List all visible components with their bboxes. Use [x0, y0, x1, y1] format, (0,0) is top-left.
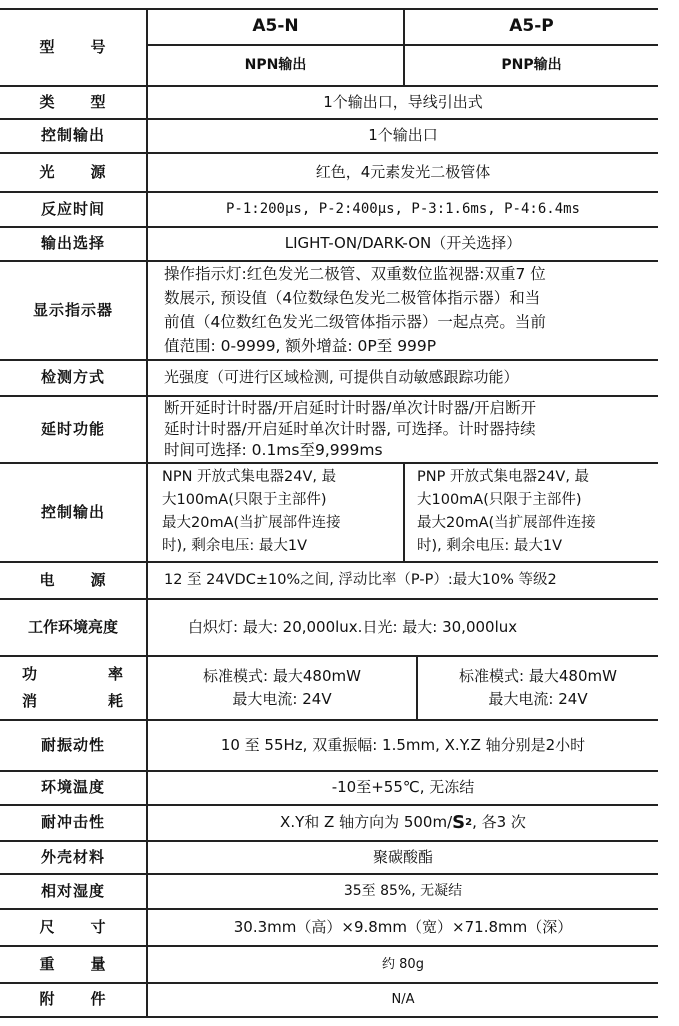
- shock-label: 耐冲击性: [40, 813, 105, 831]
- weight-label: 重 量: [39, 954, 107, 973]
- display-indicator-value: 操作指示灯:红色发光二极管、双重数位监视器:双重7 位 数展示, 预设值（4位数绿色发光二极管体指示器）和当 前值（4位数红色发光二级管体指示器）一起点亮。当前 值范围: 0-9999, 额外增益: 0P至 999P: [164, 265, 546, 355]
- power-value: 12 至 24VDC±10%之间, 浮动比率（P-P）:最大10% 等级2: [164, 571, 557, 588]
- type-value: 1个输出口，导线引出式: [323, 92, 483, 111]
- response-time-value: P-1:200μs, P-2:400μs, P-3:1.6ms, P-4:6.4ms: [225, 200, 580, 217]
- model-col-n: A5-N: [252, 16, 299, 36]
- display-indicator-label: 显示指示器: [32, 300, 113, 319]
- vibration-label: 耐振动性: [40, 735, 105, 754]
- output-npn: NPN输出: [244, 56, 307, 73]
- power-label: 电 源: [39, 570, 107, 589]
- vibration-value: 10 至 55Hz, 双重振幅: 1.5mm, X.Y.Z 轴分别是2小时: [220, 735, 586, 754]
- housing-label: 外壳材料: [40, 847, 105, 866]
- response-time-label: 反应时间: [40, 199, 105, 218]
- power-consumption-label: 功 率 消 耗: [22, 664, 124, 710]
- size-value: 30.3mm（高）×9.8mm（宽）×71.8mm（深）: [233, 917, 573, 936]
- housing-value: 聚碳酸酯: [372, 847, 433, 866]
- accessory-value: N/A: [391, 992, 415, 1007]
- power-consumption-npn: 标准模式: 最大480mW 最大电流: 24V: [203, 666, 361, 708]
- delay-function-label: 延时功能: [40, 419, 105, 438]
- output-select-value: LIGHT-ON/DARK-ON（开关选择）: [284, 234, 522, 252]
- light-source-value: 红色，4元素发光二极管体: [315, 162, 491, 181]
- ambient-light-label: 工作环境亮度: [27, 617, 118, 636]
- size-label: 尺 寸: [39, 917, 107, 936]
- temperature-label: 环境温度: [40, 778, 105, 796]
- shock-value: X.Y和 Z 轴方向为 500m/ S 2 , 各3 次: [280, 812, 526, 833]
- control-output-value: 1个输出口: [368, 126, 438, 144]
- model-label: 型 号: [39, 37, 107, 56]
- control-output-2-label: 控制输出: [40, 502, 105, 521]
- output-pnp: PNP输出: [501, 56, 562, 73]
- type-label: 类 型: [39, 92, 107, 111]
- weight-value: 约 80g: [382, 956, 424, 972]
- humidity-value: 35至 85%, 无凝结: [343, 882, 463, 899]
- control-output-label: 控制输出: [40, 126, 105, 144]
- temperature-value: -10至+55℃, 无冻结: [331, 778, 475, 796]
- humidity-label: 相对湿度: [40, 881, 105, 900]
- accessory-label: 附 件: [39, 990, 107, 1008]
- light-source-label: 光 源: [39, 162, 107, 181]
- ambient-light-value: 白炽灯: 最大: 20,000lux.日光: 最大: 30,000lux: [188, 617, 518, 636]
- model-col-p: A5-P: [509, 16, 554, 36]
- delay-function-value: 断开延时计时器/开启延时计时器/单次计时器/开启断开 延时计时器/开启延时单次计时器, 可选择。计时器持续 时间可选择: 0.1ms至9,999ms: [164, 398, 537, 459]
- detect-method-label: 检测方式: [40, 368, 105, 386]
- detect-method-value: 光强度（可进行区域检测, 可提供自动敏感跟踪功能）: [164, 368, 519, 386]
- control-output-pnp: PNP 开放式集电器24V, 最 大100mA(只限于主部件) 最大20mA(当扩展部件连接 时), 剩余电压: 最大1V: [417, 469, 596, 554]
- output-select-label: 输出选择: [40, 234, 105, 252]
- control-output-npn: NPN 开放式集电器24V, 最 大100mA(只限于主部件) 最大20mA(当扩展部件连接 时), 剩余电压: 最大1V: [162, 469, 341, 554]
- power-consumption-pnp: 标准模式: 最大480mW 最大电流: 24V: [459, 666, 617, 708]
